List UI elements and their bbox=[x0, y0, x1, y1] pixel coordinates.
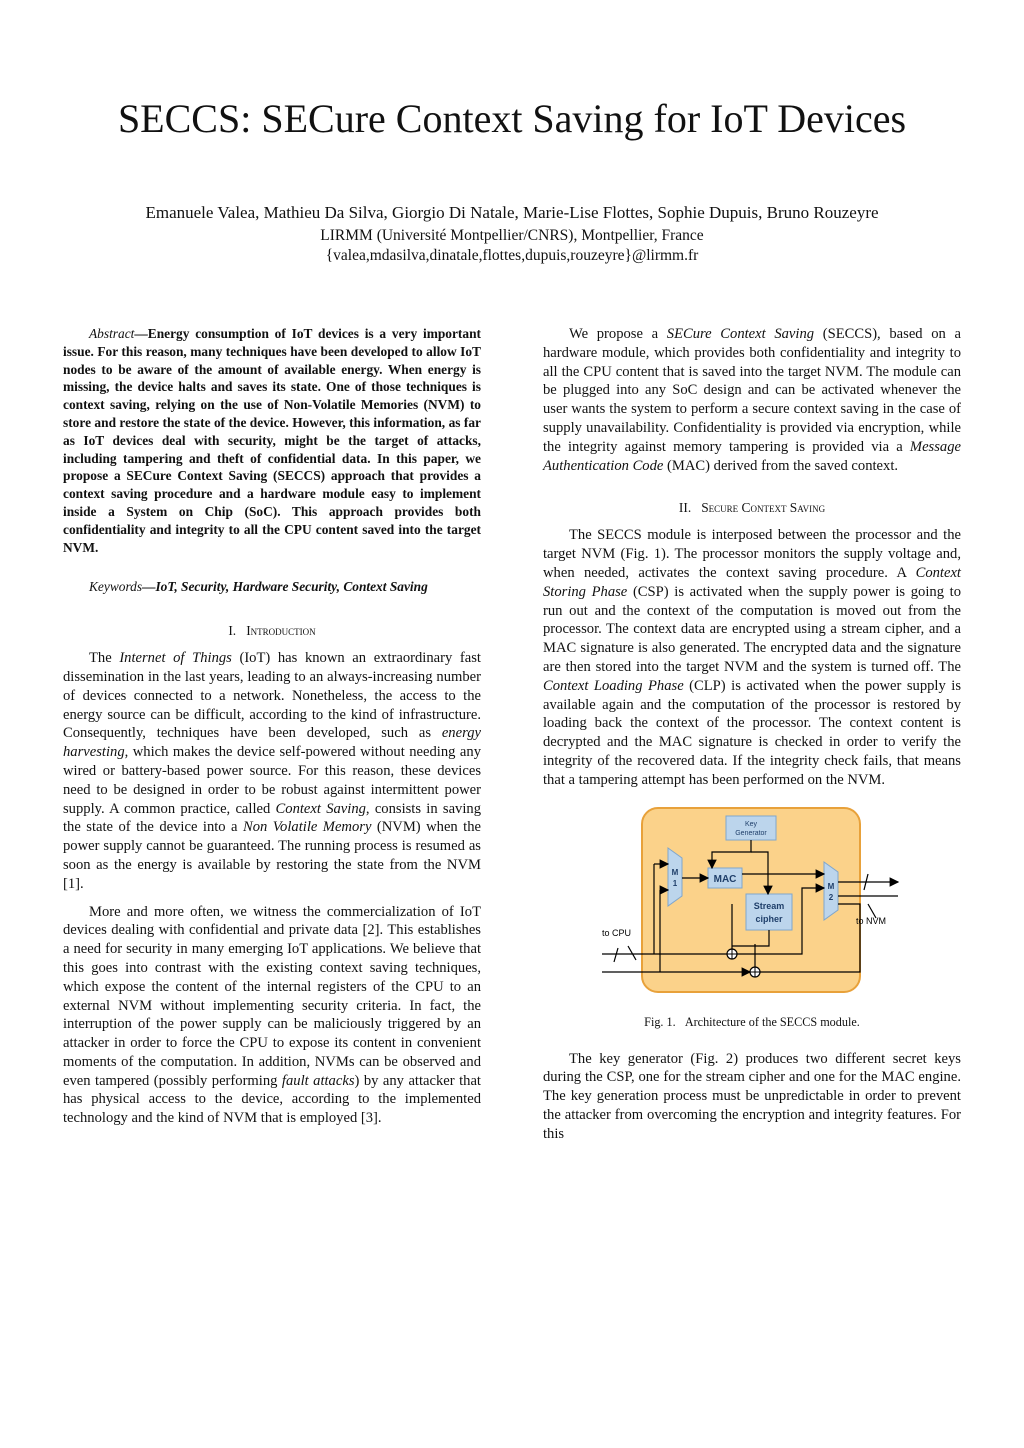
text-run: The bbox=[89, 650, 120, 667]
emphasis: Internet of Things bbox=[119, 650, 232, 667]
stream-cipher-block bbox=[746, 894, 792, 930]
emphasis: Context Saving bbox=[275, 800, 366, 817]
right-column bbox=[543, 325, 961, 1144]
author-emails: {valea,mdasilva,dinatale,flottes,dupuis,rouzeyre}@lirmm.fr bbox=[325, 247, 699, 264]
mux-m1 bbox=[668, 848, 682, 906]
text-run: , which makes the device self-powered without needing any wired or battery-based power source. For this reason, these devices need to be designed in order to be robust against intermittent power supply. A common practice, called bbox=[63, 744, 481, 817]
section-heading-secure-context-saving bbox=[543, 499, 961, 517]
mux-m1-label-a: M bbox=[671, 867, 679, 877]
section-number: II. bbox=[678, 500, 692, 516]
seccs-architecture-diagram bbox=[602, 804, 902, 1000]
abstract-text: Energy consumption of IoT devices is a very important issue. For this reason, many techniques have been developed to allow IoT nodes to be aware of the amount of available energy. When energy is missing, the device halts and saves its state. One of those techniques is context saving, relying on the use of Non-Volatile Memories (NVM) to store and restore the state of the device. However, this information, as far as IoT devices deal with security, might be the target of attacks, including tampering and theft of confidential data. In this paper, we propose a SECure Context Saving (SECCS) approach that provides a context saving procedure and a hardware module easy to implement inside a System on Chip (SoC). This approach provides both confidentiality and integrity to all the CPU content saved into the target NVM. bbox=[63, 326, 481, 555]
text-run: (IoT) has known an extraordinary fast dissemination in the last years, leading to an always-increasing number of devices connected to a network. Nonetheless, the access to the energy source can be difficult, according to the kind of infrastructure. Consequently, techniques have been developed, such as bbox=[63, 650, 481, 742]
text-run: More and more often, we witness the commercialization of IoT devices dealing with confidential and private data [2]. This establishes a need for security in many emerging IoT applications. We believe that this goes into contrast with the existing context saving techniques, which expose the content of the internal registers of the CPU to an external NVM without implementing security criteria. In fact, the interruption of the power supply can be maliciously triggered by an attacker in order to force the CPU to expose its content in convenient moments of the computation. In addition, NVMs can be observed and even tampered (possibly performing bbox=[63, 903, 481, 1089]
text-run: ) by any attacker that has physical access to the device, according to the implemented technology and the kind of NVM that is employed [3]. bbox=[63, 1072, 481, 1127]
text-run: (MAC) derived from the saved context. bbox=[663, 457, 899, 474]
emphasis: Non Volatile Memory bbox=[242, 819, 372, 836]
affiliation-block bbox=[0, 226, 1024, 266]
text-run: (NVM) when the power supply cannot be guaranteed. The running process is resumed as soon as the energy is available by restoring the state from the NVM [1]. bbox=[63, 819, 482, 892]
text-run: We propose a bbox=[569, 326, 667, 342]
seccs-paragraph-1 bbox=[543, 526, 961, 789]
figure-1-caption bbox=[543, 1014, 961, 1030]
caption-number: Fig. 1. bbox=[644, 1014, 676, 1029]
intro-paragraph-1 bbox=[63, 649, 481, 893]
intro-paragraph-2 bbox=[63, 903, 481, 1129]
text-run: , consists in saving the state of the device into a bbox=[63, 800, 481, 836]
mac-label: MAC bbox=[713, 873, 737, 885]
emphasis: energy harvesting bbox=[63, 725, 481, 761]
abstract-dash: — bbox=[134, 326, 148, 341]
emphasis: Context Loading Phase bbox=[543, 677, 684, 694]
proposal-paragraph bbox=[543, 325, 961, 475]
stream-cipher-label-1: Stream bbox=[753, 900, 785, 911]
section-title: Secure Context Saving bbox=[701, 500, 826, 516]
author-list: Emanuele Valea, Mathieu Da Silva, Giorgio Di Natale, Marie-Lise Flottes, Sophie Dupuis, Bruno Rouzeyre bbox=[145, 203, 879, 222]
figure-1 bbox=[543, 804, 961, 1030]
left-column bbox=[63, 325, 481, 1128]
mux-m2 bbox=[824, 862, 838, 920]
key-generator-label-2: Generator bbox=[735, 829, 767, 837]
mux-m1-label-b: 1 bbox=[672, 878, 678, 888]
section-number: I. bbox=[228, 623, 237, 639]
text-run: (SECCS), based on a hardware module, which provides both confidentiality and integrity to all the CPU content that is saved into the target NVM. The module can be plugged into any SoC design and can be activated whenever the user wants the system to perform a secure context saving in the case of supply unavailability. Confidentiality is provided via encryption, while the integrity against memory tampering is provided via a bbox=[543, 326, 961, 455]
text-run: (CSP) is activated when the supply power is going to run out and the context of the computation is moved out from the processor. The context data are encrypted using a stream cipher, and a MAC signature is also generated. The encrypted data and the signature are then stored into the target NVM and the system is turned off. The bbox=[543, 583, 961, 675]
emphasis: Message Authentication Code bbox=[543, 438, 961, 474]
mux-m2-label-b: 2 bbox=[828, 892, 834, 902]
abstract bbox=[63, 325, 481, 556]
to-nvm-label: to NVM bbox=[856, 915, 887, 926]
paper-title: SECCS: SECure Context Saving for IoT Devices bbox=[117, 96, 907, 141]
stream-cipher-label-2: cipher bbox=[755, 913, 783, 924]
section-title: Introduction bbox=[246, 623, 316, 639]
affiliation: LIRMM (Université Montpellier/CNRS), Montpellier, France bbox=[320, 227, 704, 244]
keywords bbox=[63, 578, 481, 596]
text-run: The SECCS module is interposed between the processor and the target NVM (Fig. 1). The processor monitors the supply voltage and, when needed, activates the context saving procedure. A bbox=[543, 527, 961, 581]
mux-m2-label-a: M bbox=[827, 881, 835, 891]
emphasis: fault attacks bbox=[281, 1072, 355, 1089]
seccs-paragraph-2: The key generator (Fig. 2) produces two different secret keys during the CSP, one for the stream cipher and one for the MAC engine. The key generation process must be unpredictable in order to prevent the attacker from overcoming the encryption and integrity features. For this bbox=[543, 1050, 961, 1142]
caption-text: Architecture of the SECCS module. bbox=[684, 1014, 860, 1029]
emphasis: Context Storing Phase bbox=[543, 564, 961, 600]
emphasis: SECure Context Saving bbox=[666, 326, 815, 342]
keywords-dash: — bbox=[142, 579, 156, 595]
abstract-label: Abstract bbox=[89, 326, 135, 341]
keywords-text: IoT, Security, Hardware Security, Context Saving bbox=[155, 579, 428, 595]
key-generator-label-1: Key bbox=[744, 820, 758, 828]
text-run: (CLP) is activated when the power supply is available again and the computation of the processor is restored by loading back the context of the processor. The context content is decrypted and the MAC signature is checked in order to verify the integrity of the recovered data. If the integrity check fails, that means that a tampering attempt has been performed on the NVM. bbox=[543, 677, 962, 788]
section-heading-introduction bbox=[63, 622, 481, 640]
keywords-label: Keywords bbox=[89, 579, 143, 595]
to-cpu-label: to CPU bbox=[602, 927, 632, 938]
